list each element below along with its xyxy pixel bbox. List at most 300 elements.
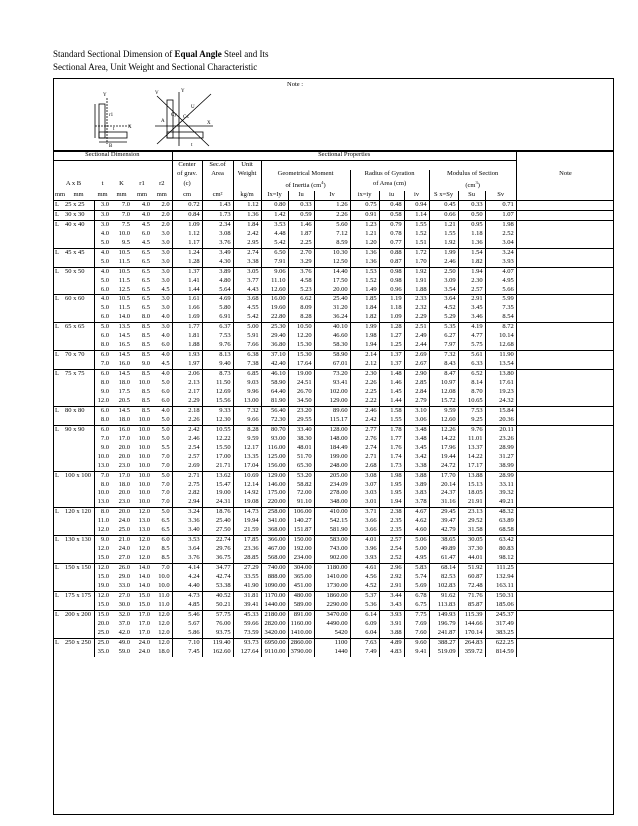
cell-w: 39.41	[233, 601, 261, 610]
cell-ix: 1440.00	[261, 601, 288, 610]
cell-rx: 5.37	[350, 591, 379, 600]
cell-note	[516, 230, 614, 239]
cell-c: 1.93	[172, 351, 202, 360]
cell-k: 30.0	[118, 600, 130, 608]
cell-sv: 98.12	[485, 554, 516, 563]
cell-note	[516, 582, 614, 591]
cell-k: 18.0	[118, 379, 130, 387]
cell-t: 15.0	[94, 610, 111, 619]
cell-k: 17.0	[118, 434, 130, 442]
row-shape	[53, 573, 63, 582]
cell-c: 1.88	[172, 341, 202, 350]
cell-su: 144.66	[458, 620, 485, 629]
cell-r1: 17.0	[138, 619, 150, 627]
cell-rv: 2.49	[404, 332, 429, 341]
unit-cell: mm	[97, 190, 108, 198]
cell-c: 3.40	[172, 526, 202, 535]
row-size	[63, 435, 94, 444]
cell-ar: 3.89	[202, 267, 233, 276]
cell-r2: 7.0	[161, 480, 170, 488]
cell-t: 10.0	[94, 453, 111, 462]
row-size	[63, 620, 94, 629]
cell-w: 9.96	[233, 388, 261, 397]
cell-rv: 5.69	[404, 582, 429, 591]
cell-rx: 0.91	[350, 210, 379, 220]
cell-r1: 9.0	[141, 360, 150, 368]
cell-r2: 6.0	[161, 341, 170, 349]
cell-ix: 12.60	[261, 286, 288, 295]
cell-iu: 12.20	[288, 332, 314, 341]
cell-ru: 3.44	[379, 591, 404, 600]
cell-su: 1.82	[458, 258, 485, 267]
row-shape: L	[53, 536, 63, 545]
cell-w: 93.73	[233, 638, 261, 647]
cell-iu: 4.58	[288, 277, 314, 286]
cell-t: 8.0	[94, 416, 111, 425]
row-size	[63, 379, 94, 388]
cell-ar: 162.60	[202, 648, 233, 657]
cell-rv: 3.42	[404, 453, 429, 462]
cell-iu: 72.00	[288, 489, 314, 498]
row-size: 130 x 130	[63, 536, 94, 545]
cell-r1: 6.5	[132, 295, 152, 304]
cell-iu: 48.01	[288, 444, 314, 453]
cell-rv: 3.38	[404, 462, 429, 471]
row-shape	[53, 341, 63, 350]
cell-r1: 8.5	[141, 396, 150, 404]
cell-t: 6.0	[94, 286, 111, 295]
cell-ix: 93.00	[261, 435, 288, 444]
row-shape	[53, 489, 63, 498]
cell-sx: 10.97	[429, 379, 458, 388]
cell-sx: 7.32	[429, 351, 458, 360]
cell-iu: 1410.00	[288, 629, 314, 638]
row-shape	[53, 332, 63, 341]
table-row	[53, 498, 614, 507]
cell-k: 37.0	[118, 619, 130, 627]
cell-sx: 0.45	[429, 200, 458, 210]
cell-r1: 12.0	[138, 554, 150, 562]
cell-rv: 3.45	[404, 444, 429, 453]
cell-r2: 7.0	[161, 489, 170, 497]
svg-text:Cy: Cy	[171, 113, 177, 118]
cell-r2: 11.0	[152, 591, 172, 600]
row-shape	[53, 258, 63, 267]
cell-ru: 1.95	[379, 481, 404, 490]
table-row	[53, 295, 614, 304]
cell-t: 7.0	[94, 435, 111, 444]
cell-w: 33.55	[233, 573, 261, 582]
cell-iv: 67.01	[314, 360, 350, 369]
svg-text:A: A	[161, 119, 165, 124]
cell-w: 31.81	[233, 591, 261, 600]
cell-k: 20.0	[118, 443, 130, 451]
cell-note	[516, 304, 614, 313]
cell-iu: 480.00	[288, 591, 314, 600]
hdr-k: K	[119, 180, 124, 188]
cell-w: 6.85	[233, 370, 261, 379]
cell-k: 23.0	[118, 461, 130, 469]
cell-t: 13.0	[94, 498, 111, 507]
hdr-weight: Weight	[233, 170, 261, 179]
cell-r1: 10.0	[138, 480, 150, 488]
row-shape: L	[53, 564, 63, 573]
cell-c: 3.53	[172, 536, 202, 545]
cell-r1: 8.5	[141, 387, 150, 395]
cell-su: 10.65	[458, 397, 485, 406]
cell-c: 1.97	[172, 360, 202, 369]
cell-w: 2.42	[233, 230, 261, 239]
cell-w: 21.59	[233, 526, 261, 535]
cell-ar: 18.76	[202, 508, 233, 517]
svg-text:t: t	[191, 143, 193, 148]
row-size	[63, 582, 94, 591]
cell-t: 19.0	[94, 582, 111, 591]
row-size	[63, 304, 94, 313]
cell-sv: 28.99	[485, 444, 516, 453]
cell-t: 9.0	[94, 536, 111, 545]
cell-rx: 1.23	[350, 220, 379, 229]
cell-ru: 2.35	[379, 526, 404, 535]
cell-ru: 2.91	[379, 582, 404, 591]
cell-r2: 5.0	[152, 508, 172, 517]
table-row	[53, 582, 614, 591]
cell-ix: 25.30	[261, 323, 288, 332]
row-shape: L	[53, 351, 63, 360]
cell-ar: 15.50	[202, 444, 233, 453]
table-row	[53, 564, 614, 573]
cell-rx: 5.36	[350, 601, 379, 610]
cell-sx: 42.79	[429, 526, 458, 535]
cell-k: 13.5	[111, 323, 132, 332]
cell-c: 2.06	[172, 370, 202, 379]
row-size	[63, 648, 94, 657]
cell-iu: 51.70	[288, 453, 314, 462]
cell-note	[516, 648, 614, 657]
cell-r2: 4.5	[161, 285, 170, 293]
cell-su: 170.14	[458, 629, 485, 638]
cell-rx: 1.49	[350, 286, 379, 295]
cell-rv: 4.95	[404, 554, 429, 563]
cell-iu: 2.25	[288, 239, 314, 248]
cell-rx: 3.96	[350, 545, 379, 554]
svg-text:X: X	[207, 121, 211, 126]
row-shape	[53, 601, 63, 610]
cell-sv: 63.89	[485, 517, 516, 526]
table-row	[53, 462, 614, 471]
cell-r2: 12.0	[158, 619, 170, 627]
cell-r1: 12.0	[132, 536, 152, 545]
unit-cell: Iu	[288, 191, 314, 200]
cell-note	[516, 508, 614, 517]
cell-ix: 81.90	[261, 397, 288, 406]
cell-sv: 4.07	[485, 267, 516, 276]
cell-rx: 3.66	[350, 526, 379, 535]
cell-sv: 163.11	[485, 582, 516, 591]
cell-iu: 8.09	[288, 304, 314, 313]
cell-r2: 5.0	[152, 471, 172, 480]
cell-sx: 519.09	[429, 648, 458, 657]
row-size: 175 x 175	[63, 591, 94, 600]
row-size: 100 x 100	[63, 471, 94, 480]
svg-text:X: X	[128, 125, 132, 130]
cell-note	[516, 435, 614, 444]
cell-r1: 12.0	[132, 508, 152, 517]
cell-w: 1.84	[233, 220, 261, 229]
cell-iv: 25.40	[314, 295, 350, 304]
cell-t: 8.0	[94, 341, 111, 350]
hdr-note: Note	[516, 170, 614, 179]
row-shape	[53, 277, 63, 286]
cell-w: 2.95	[233, 239, 261, 248]
cell-su: 6.52	[458, 370, 485, 379]
cell-ar: 40.52	[202, 591, 233, 600]
row-shape	[53, 397, 63, 406]
cell-note	[516, 295, 614, 304]
cell-rx: 2.76	[350, 435, 379, 444]
cell-note	[516, 536, 614, 545]
cell-rx: 3.01	[350, 498, 379, 507]
cell-r1: 10.0	[138, 379, 150, 387]
row-size: 60 x 60	[63, 295, 94, 304]
cell-r2: 10.0	[158, 573, 170, 581]
cell-w: 1.12	[233, 200, 261, 210]
cell-ar: 93.75	[202, 629, 233, 638]
cell-rv: 1.88	[404, 286, 429, 295]
row-shape	[53, 517, 63, 526]
cell-su: 14.22	[458, 453, 485, 462]
cell-ix: 22.80	[261, 313, 288, 322]
angle-leg-vertical	[99, 104, 105, 138]
cell-note	[516, 332, 614, 341]
cell-r2: 7.0	[161, 498, 170, 506]
cell-note	[516, 545, 614, 554]
cell-k: 26.0	[111, 564, 132, 573]
cell-rx: 2.74	[350, 444, 379, 453]
cell-rv: 4.62	[404, 517, 429, 526]
row-shape: L	[53, 591, 63, 600]
cell-iu: 33.40	[288, 425, 314, 434]
cell-c: 1.44	[172, 286, 202, 295]
svg-text:Cx: Cx	[183, 115, 189, 120]
cell-sx: 39.47	[429, 517, 458, 526]
cell-iv: 542.15	[314, 517, 350, 526]
cell-r1: 10.0	[138, 452, 150, 460]
cell-ix: 9110.00	[261, 648, 288, 657]
cell-rx: 3.71	[350, 508, 379, 517]
cell-sv: 5.99	[485, 295, 516, 304]
cell-r2: 6.5	[161, 526, 170, 534]
cell-su: 3.45	[458, 304, 485, 313]
cell-rx: 3.08	[350, 471, 379, 480]
cell-c: 3.36	[172, 517, 202, 526]
cell-t: 6.0	[94, 406, 111, 415]
cell-w: 45.33	[233, 610, 261, 619]
cell-rv: 2.69	[404, 351, 429, 360]
cell-rv: 1.55	[404, 220, 429, 229]
cell-ru: 0.79	[379, 220, 404, 229]
cell-sv: 31.27	[485, 453, 516, 462]
cell-rv: 2.90	[404, 370, 429, 379]
cell-c: 0.72	[172, 200, 202, 210]
cell-iv: 5420	[314, 629, 350, 638]
cell-rx: 2.68	[350, 462, 379, 471]
cell-su: 44.01	[458, 554, 485, 563]
cell-w: 5.00	[233, 323, 261, 332]
hdr-of-inertia: of Inertia $(cm^4)$	[261, 179, 350, 191]
table-row	[53, 258, 614, 267]
cell-ar: 9.40	[202, 360, 233, 369]
cell-su: 30.05	[458, 536, 485, 545]
cell-su: 85.87	[458, 601, 485, 610]
cell-k: 11.5	[118, 257, 130, 265]
cell-rv: 2.79	[404, 397, 429, 406]
cell-note	[516, 248, 614, 257]
cell-rx: 2.22	[350, 397, 379, 406]
cell-iu: 1160.00	[288, 620, 314, 629]
cell-note	[516, 517, 614, 526]
cell-w: 4.55	[233, 304, 261, 313]
cell-note	[516, 564, 614, 573]
table-row	[53, 601, 614, 610]
cell-iv: 8.59	[314, 239, 350, 248]
row-shape	[53, 453, 63, 462]
cell-ru: 1.98	[379, 471, 404, 480]
cell-ix: 568.00	[261, 554, 288, 563]
cell-w: 8.28	[233, 425, 261, 434]
hdr-sectional-dimension: Sectional Dimension	[85, 151, 140, 158]
cell-iu: 10.50	[288, 323, 314, 332]
row-size	[63, 360, 94, 369]
cell-su: 37.30	[458, 545, 485, 554]
svg-text:B: B	[109, 144, 113, 149]
cell-ix: 16.00	[261, 295, 288, 304]
cell-r2: 2.0	[152, 200, 172, 210]
cell-ix: 0.80	[261, 200, 288, 210]
cell-sv: 20.11	[485, 425, 516, 434]
cell-k: 27.0	[111, 591, 132, 600]
row-shape: L	[53, 425, 63, 434]
table-row	[53, 610, 614, 619]
table-row	[53, 304, 614, 313]
cell-rv: 3.78	[404, 498, 429, 507]
cell-c: 4.73	[172, 591, 202, 600]
table-row	[53, 481, 614, 490]
cell-w: 73.59	[233, 629, 261, 638]
cell-rv: 2.84	[404, 388, 429, 397]
row-size	[63, 277, 94, 286]
row-size	[63, 341, 94, 350]
cell-ar: 9.33	[202, 406, 233, 415]
cell-r2: 2.0	[152, 220, 172, 229]
cell-sx: 49.89	[429, 545, 458, 554]
row-shape: L	[53, 295, 63, 304]
cell-iv: 3470.00	[314, 610, 350, 619]
table-row	[53, 313, 614, 322]
cell-ar: 4.69	[202, 295, 233, 304]
cell-k: 14.0	[118, 313, 130, 321]
row-size	[63, 416, 94, 425]
cell-k: 9.5	[121, 238, 130, 246]
cell-ix: 175.00	[261, 489, 288, 498]
cell-iv: 17.50	[314, 277, 350, 286]
cell-rx: 6.04	[350, 629, 379, 638]
cell-ru: 1.76	[379, 444, 404, 453]
cell-ru: 1.25	[379, 341, 404, 350]
cell-w: 19.08	[233, 498, 261, 507]
cell-sx: 388.27	[429, 638, 458, 647]
cell-ar: 3.08	[202, 230, 233, 239]
cell-sv: 814.59	[485, 648, 516, 657]
cell-sx: 12.26	[429, 425, 458, 434]
cell-sv: 15.84	[485, 406, 516, 415]
cell-ar: 53.38	[202, 582, 233, 591]
cell-sx: 241.87	[429, 629, 458, 638]
cell-note	[516, 425, 614, 434]
cell-ru: 1.48	[379, 370, 404, 379]
cell-w: 3.68	[233, 295, 261, 304]
row-shape: L	[53, 248, 63, 257]
cell-rv: 4.67	[404, 508, 429, 517]
cell-rx: 1.99	[350, 323, 379, 332]
cell-r1: 4.5	[132, 220, 152, 229]
cell-sx: 3.54	[429, 286, 458, 295]
cell-ru: 3.93	[379, 610, 404, 619]
cell-k: 14.5	[111, 351, 132, 360]
row-shape	[53, 379, 63, 388]
cell-t: 12.0	[94, 591, 111, 600]
cell-c: 4.14	[172, 564, 202, 573]
cell-su: 13.37	[458, 444, 485, 453]
cell-t: 3.0	[94, 200, 111, 210]
cell-iv: 12.50	[314, 258, 350, 267]
cell-note	[516, 481, 614, 490]
cell-r2: 7.0	[161, 452, 170, 460]
cell-r1: 15.0	[138, 600, 150, 608]
cell-r2: 12.0	[152, 638, 172, 647]
cell-k: 42.0	[118, 628, 130, 636]
cell-rv: 7.60	[404, 629, 429, 638]
cell-ar: 34.77	[202, 564, 233, 573]
cell-ar: 22.74	[202, 536, 233, 545]
cell-w: 3.38	[233, 258, 261, 267]
cell-ix: 11.10	[261, 277, 288, 286]
cell-rx: 2.71	[350, 453, 379, 462]
cell-sx: 4.52	[429, 304, 458, 313]
cell-rv: 1.72	[404, 248, 429, 257]
cell-iu: 2.70	[288, 248, 314, 257]
cell-k: 10.5	[111, 295, 132, 304]
cell-ar: 4.80	[202, 277, 233, 286]
cell-note	[516, 210, 614, 220]
cell-k: 10.5	[111, 267, 132, 276]
row-size: 90 x 90	[63, 425, 94, 434]
cell-t: 25.0	[94, 629, 111, 638]
cell-r1: 8.5	[141, 332, 150, 340]
cell-rv: 2.51	[404, 323, 429, 332]
hdr-sectional-properties: Sectional Properties	[172, 151, 516, 160]
cell-iv: 36.24	[314, 313, 350, 322]
cell-ar: 11.50	[202, 379, 233, 388]
unit-cell: Sv	[485, 191, 516, 200]
cell-note	[516, 629, 614, 638]
cell-sx: 196.79	[429, 620, 458, 629]
cell-su: 51.92	[458, 564, 485, 573]
cell-iv: 20.00	[314, 286, 350, 295]
cell-ar: 12.69	[202, 388, 233, 397]
cell-iv: 743.00	[314, 545, 350, 554]
cell-c: 1.77	[172, 323, 202, 332]
